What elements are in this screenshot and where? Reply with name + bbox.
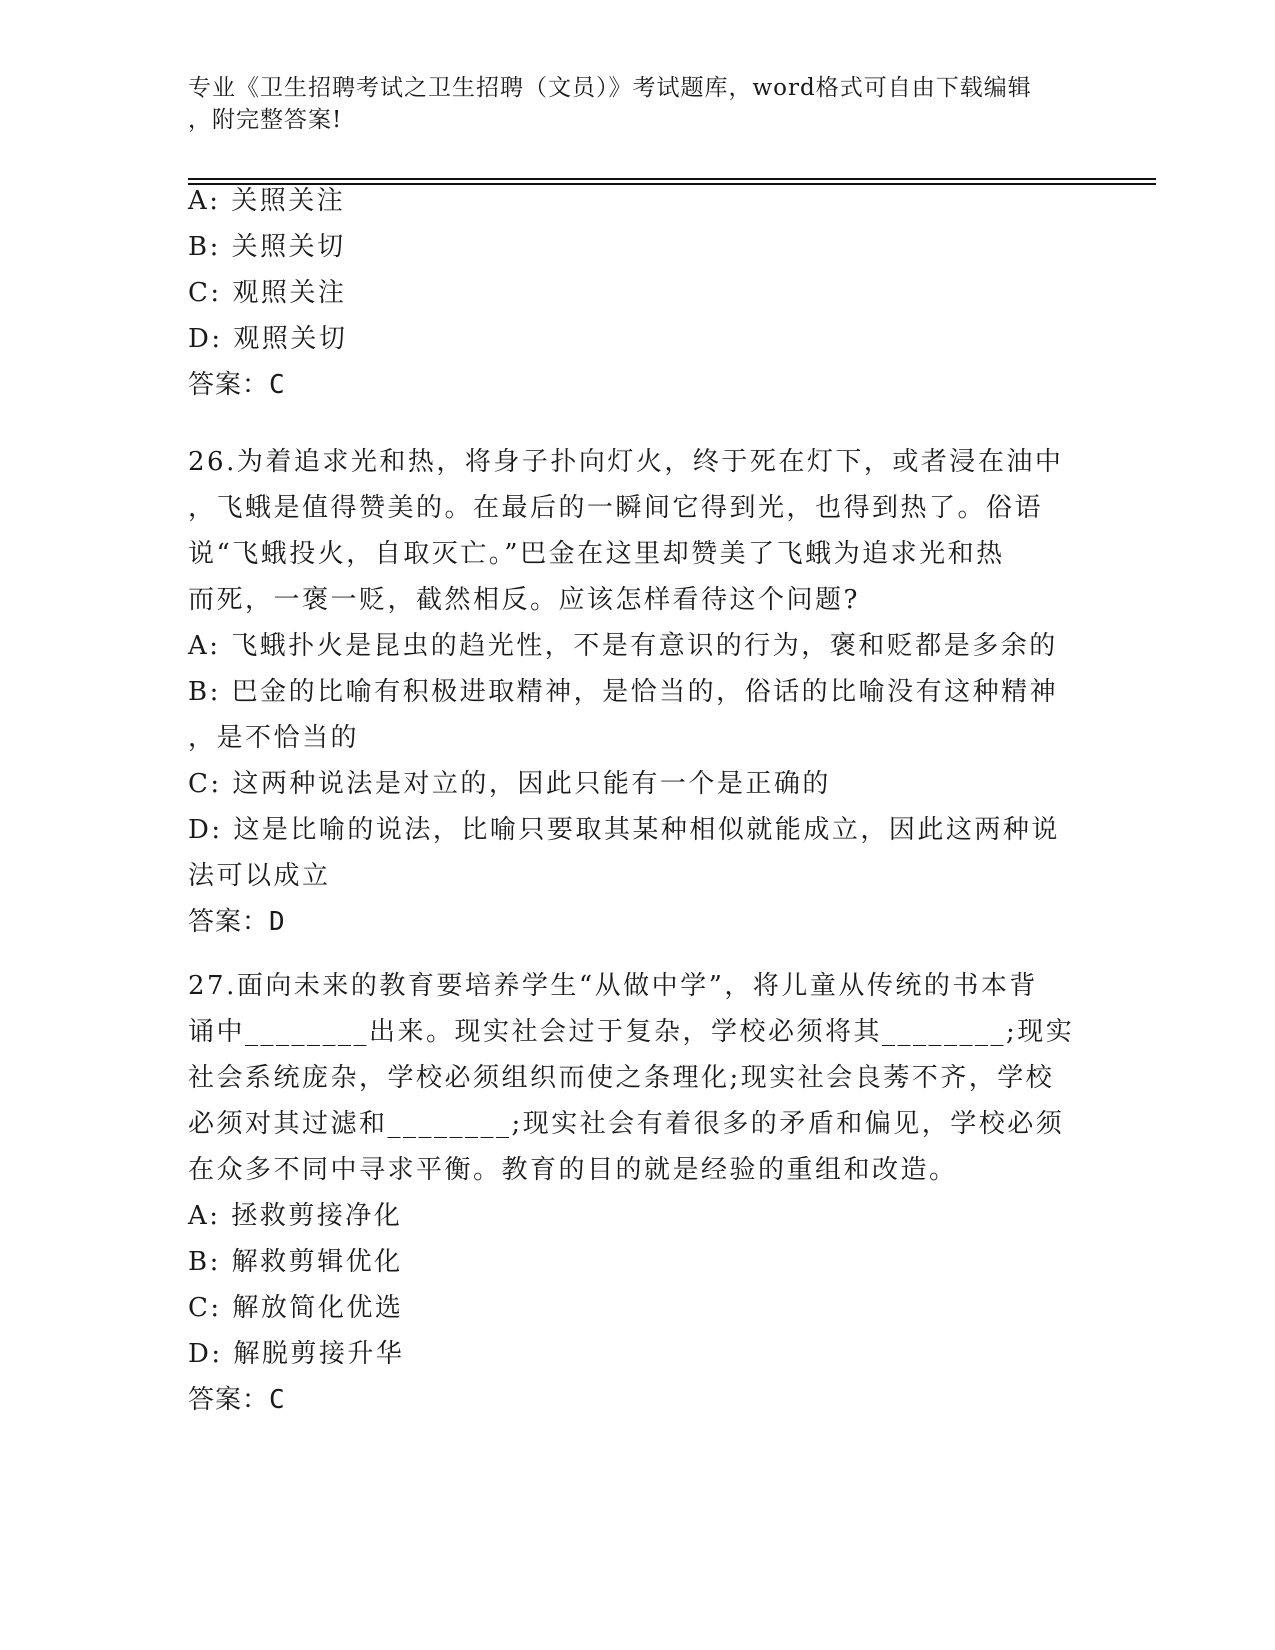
question-25	[188, 178, 1078, 408]
answer-label: 答案：	[188, 1385, 270, 1415]
option-b: B: 解救剪辑优化	[188, 1247, 403, 1277]
option-a: A: 关照关注	[188, 186, 346, 216]
answer-line	[188, 1377, 1078, 1423]
question-stem-line: 26.为着追求光和热，将身子扑向灯火，终于死在灯下，或者浸在油中	[188, 447, 1064, 477]
option-d: D: 观照关切	[188, 324, 348, 354]
question-stem-line: 说“飞蛾投火，自取灭亡。”巴金在这里却赞美了飞蛾为追求光和热	[188, 539, 1005, 569]
question-26	[188, 439, 1078, 945]
option-b: B: 巴金的比喻有积极进取精神，是恰当的，俗话的比喻没有这种精神	[188, 677, 1059, 707]
option-c: C: 这两种说法是对立的，因此只能有一个是正确的	[188, 769, 831, 799]
question-stem-line: 在众多不同中寻求平衡。教育的目的就是经验的重组和改造。	[188, 1155, 958, 1185]
question-stem-line: 社会系统庞杂，学校必须组织而使之条理化;现实社会良莠不齐，学校	[188, 1063, 1055, 1093]
question-stem-line: 诵中________出来。现实社会过于复杂，学校必须将其________;现实	[188, 1017, 1075, 1047]
question-stem-line: 而死，一褒一贬，截然相反。应该怎样看待这个问题?	[188, 585, 860, 615]
option-d: D: 这是比喻的说法，比喻只要取其某种相似就能成立，因此这两种说	[188, 815, 1060, 845]
option-a: A: 飞蛾扑火是昆虫的趋光性，不是有意识的行为，褒和贬都是多余的	[188, 631, 1058, 661]
answer-value: C	[269, 370, 286, 400]
option-d-continued: 法可以成立	[188, 861, 331, 891]
answer-value: C	[269, 1385, 286, 1415]
header-line-2: ，附完整答案!	[188, 107, 343, 133]
option-b: B: 关照关切	[188, 232, 346, 262]
answer-label: 答案：	[188, 907, 270, 937]
option-d: D: 解脱剪接升华	[188, 1339, 405, 1369]
question-stem-line: ，飞蛾是值得赞美的。在最后的一瞬间它得到光，也得到热了。俗语	[188, 493, 1044, 523]
option-a: A: 拯救剪接净化	[188, 1201, 403, 1231]
question-stem-line: 27.面向未来的教育要培养学生“从做中学”，将儿童从传统的书本背	[188, 971, 1038, 1001]
option-b-continued: ，是不恰当的	[188, 723, 360, 753]
option-c: C: 解放简化优选	[188, 1293, 404, 1323]
document-header	[188, 72, 1068, 136]
answer-value: D	[269, 907, 286, 937]
question-stem-line: 必须对其过滤和________;现实社会有着很多的矛盾和偏见，学校必须	[188, 1109, 1065, 1139]
answer-line	[188, 899, 1078, 945]
option-c: C: 观照关注	[188, 278, 347, 308]
header-line-1: 专业《卫生招聘考试之卫生招聘（文员）》考试题库，word格式可自由下载编辑	[188, 75, 1032, 101]
question-27	[188, 963, 1078, 1423]
answer-label: 答案：	[188, 370, 270, 400]
answer-line	[188, 362, 1078, 408]
